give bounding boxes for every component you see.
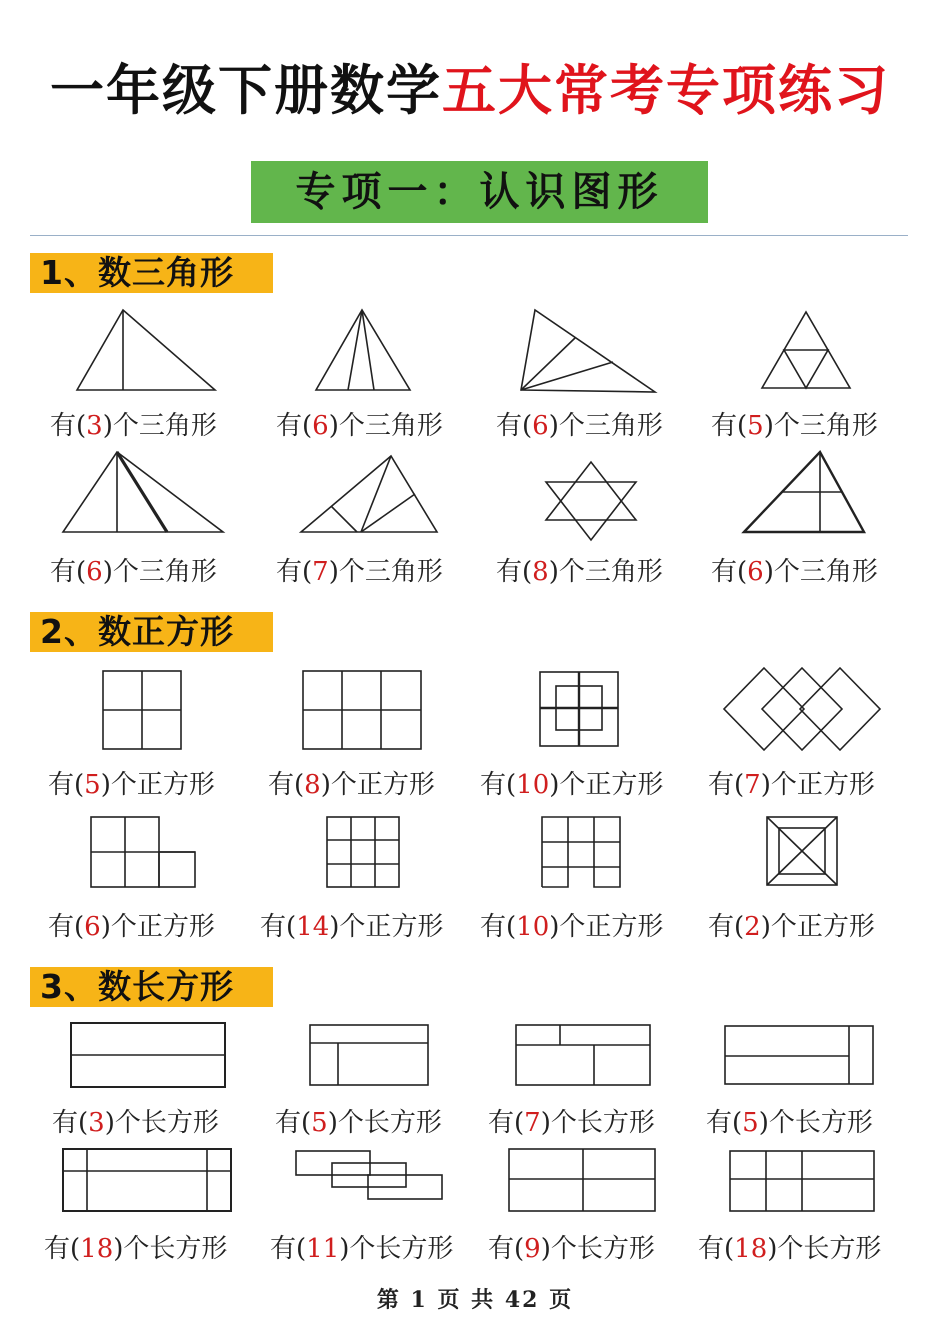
page-number: 第 1 页 共 42 页	[376, 1287, 574, 1313]
triangle-figure-3	[519, 308, 657, 394]
rectangle-figure-3	[514, 1023, 652, 1087]
triangle-caption-3: 有(6)个三角形	[496, 411, 663, 441]
square-figure-4	[722, 666, 882, 752]
square-figure-6	[325, 815, 401, 889]
section-heading-rectangles: 3、数长方形	[30, 967, 273, 1007]
rectangle-caption-6: 有(11)个长方形	[270, 1234, 454, 1264]
square-caption-3: 有(10)个正方形	[480, 770, 664, 800]
triangle-caption-2: 有(6)个三角形	[276, 411, 443, 441]
square-caption-8: 有(2)个正方形	[708, 912, 875, 942]
rectangle-caption-3: 有(7)个长方形	[488, 1108, 655, 1138]
square-caption-6: 有(14)个正方形	[260, 912, 444, 942]
rectangle-figure-2	[308, 1023, 430, 1087]
rectangle-caption-5: 有(18)个长方形	[44, 1234, 228, 1264]
triangle-caption-5: 有(6)个三角形	[50, 557, 217, 587]
triangle-figure-8	[742, 450, 866, 534]
triangle-figure-6	[299, 454, 439, 534]
rectangle-figure-1	[69, 1021, 227, 1089]
square-caption-1: 有(5)个正方形	[48, 770, 215, 800]
rectangle-caption-7: 有(9)个长方形	[488, 1234, 655, 1264]
square-figure-2	[301, 669, 423, 751]
section-heading-triangles: 1、数三角形	[30, 253, 273, 293]
rectangle-caption-2: 有(5)个长方形	[275, 1108, 442, 1138]
square-figure-5	[89, 815, 197, 889]
rectangle-figure-6	[294, 1149, 446, 1201]
triangle-caption-6: 有(7)个三角形	[276, 557, 443, 587]
triangle-figure-2	[314, 308, 412, 392]
square-figure-8	[765, 815, 839, 887]
title-highlight: 五大常考专项练习	[442, 59, 890, 122]
title-main: 一年级下册数学	[50, 59, 442, 122]
triangle-caption-8: 有(6)个三角形	[711, 557, 878, 587]
square-figure-3	[538, 670, 620, 748]
page-title	[50, 48, 890, 125]
rectangle-figure-8	[728, 1149, 876, 1213]
triangle-figure-4	[760, 310, 852, 390]
triangle-caption-4: 有(5)个三角形	[711, 411, 878, 441]
rectangle-figure-7	[507, 1147, 657, 1213]
triangle-figure-7	[544, 460, 638, 542]
square-figure-1	[101, 669, 183, 751]
rectangle-figure-5	[61, 1147, 233, 1213]
rectangle-caption-4: 有(5)个长方形	[706, 1108, 873, 1138]
square-caption-4: 有(7)个正方形	[708, 770, 875, 800]
triangle-figure-1	[75, 308, 217, 392]
triangle-figure-5	[61, 450, 225, 534]
triangle-caption-7: 有(8)个三角形	[496, 557, 663, 587]
section-heading-squares: 2、数正方形	[30, 612, 273, 652]
rectangle-caption-1: 有(3)个长方形	[52, 1108, 219, 1138]
divider	[30, 235, 908, 236]
square-caption-2: 有(8)个正方形	[268, 770, 435, 800]
square-figure-7	[540, 815, 622, 889]
square-caption-5: 有(6)个正方形	[48, 912, 215, 942]
rectangle-caption-8: 有(18)个长方形	[698, 1234, 882, 1264]
topic-banner: 专项一：认识图形	[251, 161, 708, 223]
square-caption-7: 有(10)个正方形	[480, 912, 664, 942]
rectangle-figure-4	[723, 1024, 875, 1086]
triangle-caption-1: 有(3)个三角形	[50, 411, 217, 441]
